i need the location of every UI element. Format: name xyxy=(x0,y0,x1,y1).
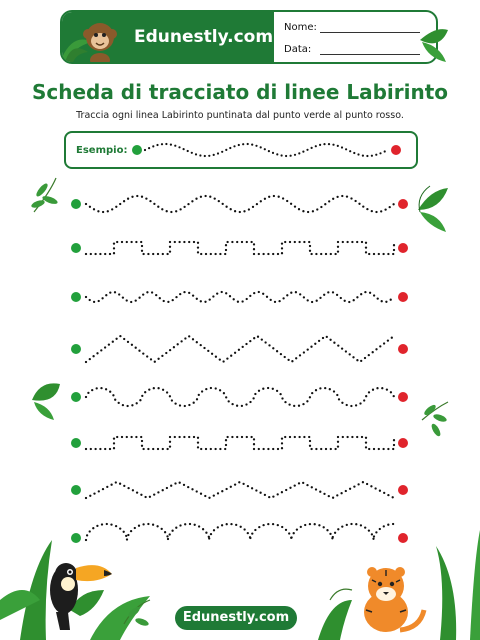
end-dot xyxy=(398,292,408,302)
leaf-icon xyxy=(422,402,448,438)
tiger-icon xyxy=(318,530,480,640)
toucan-icon xyxy=(0,540,150,640)
start-dot xyxy=(71,485,81,495)
page-title: Scheda di tracciato di linee Labirinto xyxy=(31,80,449,104)
start-dot xyxy=(71,438,81,448)
end-dot xyxy=(398,438,408,448)
example-start-dot xyxy=(132,145,142,155)
start-dot xyxy=(71,199,81,209)
leaf-icon xyxy=(32,383,60,420)
start-dot xyxy=(71,392,81,402)
instructions: Traccia ogni linea Labirinto puntinata dal punto verde al punto rosso. xyxy=(76,110,404,121)
start-dot xyxy=(71,533,81,543)
example-label: Esempio: xyxy=(76,145,128,156)
leaf-icon xyxy=(420,29,448,62)
brand-name: Edunestly.com xyxy=(134,27,274,47)
footer-brand: Edunestly.com xyxy=(175,606,297,630)
leaf-icon xyxy=(30,178,58,212)
date-label: Data: xyxy=(284,44,312,55)
start-dot xyxy=(71,243,81,253)
end-dot xyxy=(398,485,408,495)
end-dot xyxy=(398,392,408,402)
end-dot xyxy=(398,344,408,354)
name-label: Nome: xyxy=(284,22,317,33)
tracing-lines xyxy=(85,143,395,541)
example-end-dot xyxy=(391,145,401,155)
start-dot xyxy=(71,292,81,302)
end-dot xyxy=(398,533,408,543)
end-dot xyxy=(398,199,408,209)
start-dot xyxy=(71,344,81,354)
end-dot xyxy=(398,243,408,253)
leaf-icon xyxy=(418,186,448,232)
